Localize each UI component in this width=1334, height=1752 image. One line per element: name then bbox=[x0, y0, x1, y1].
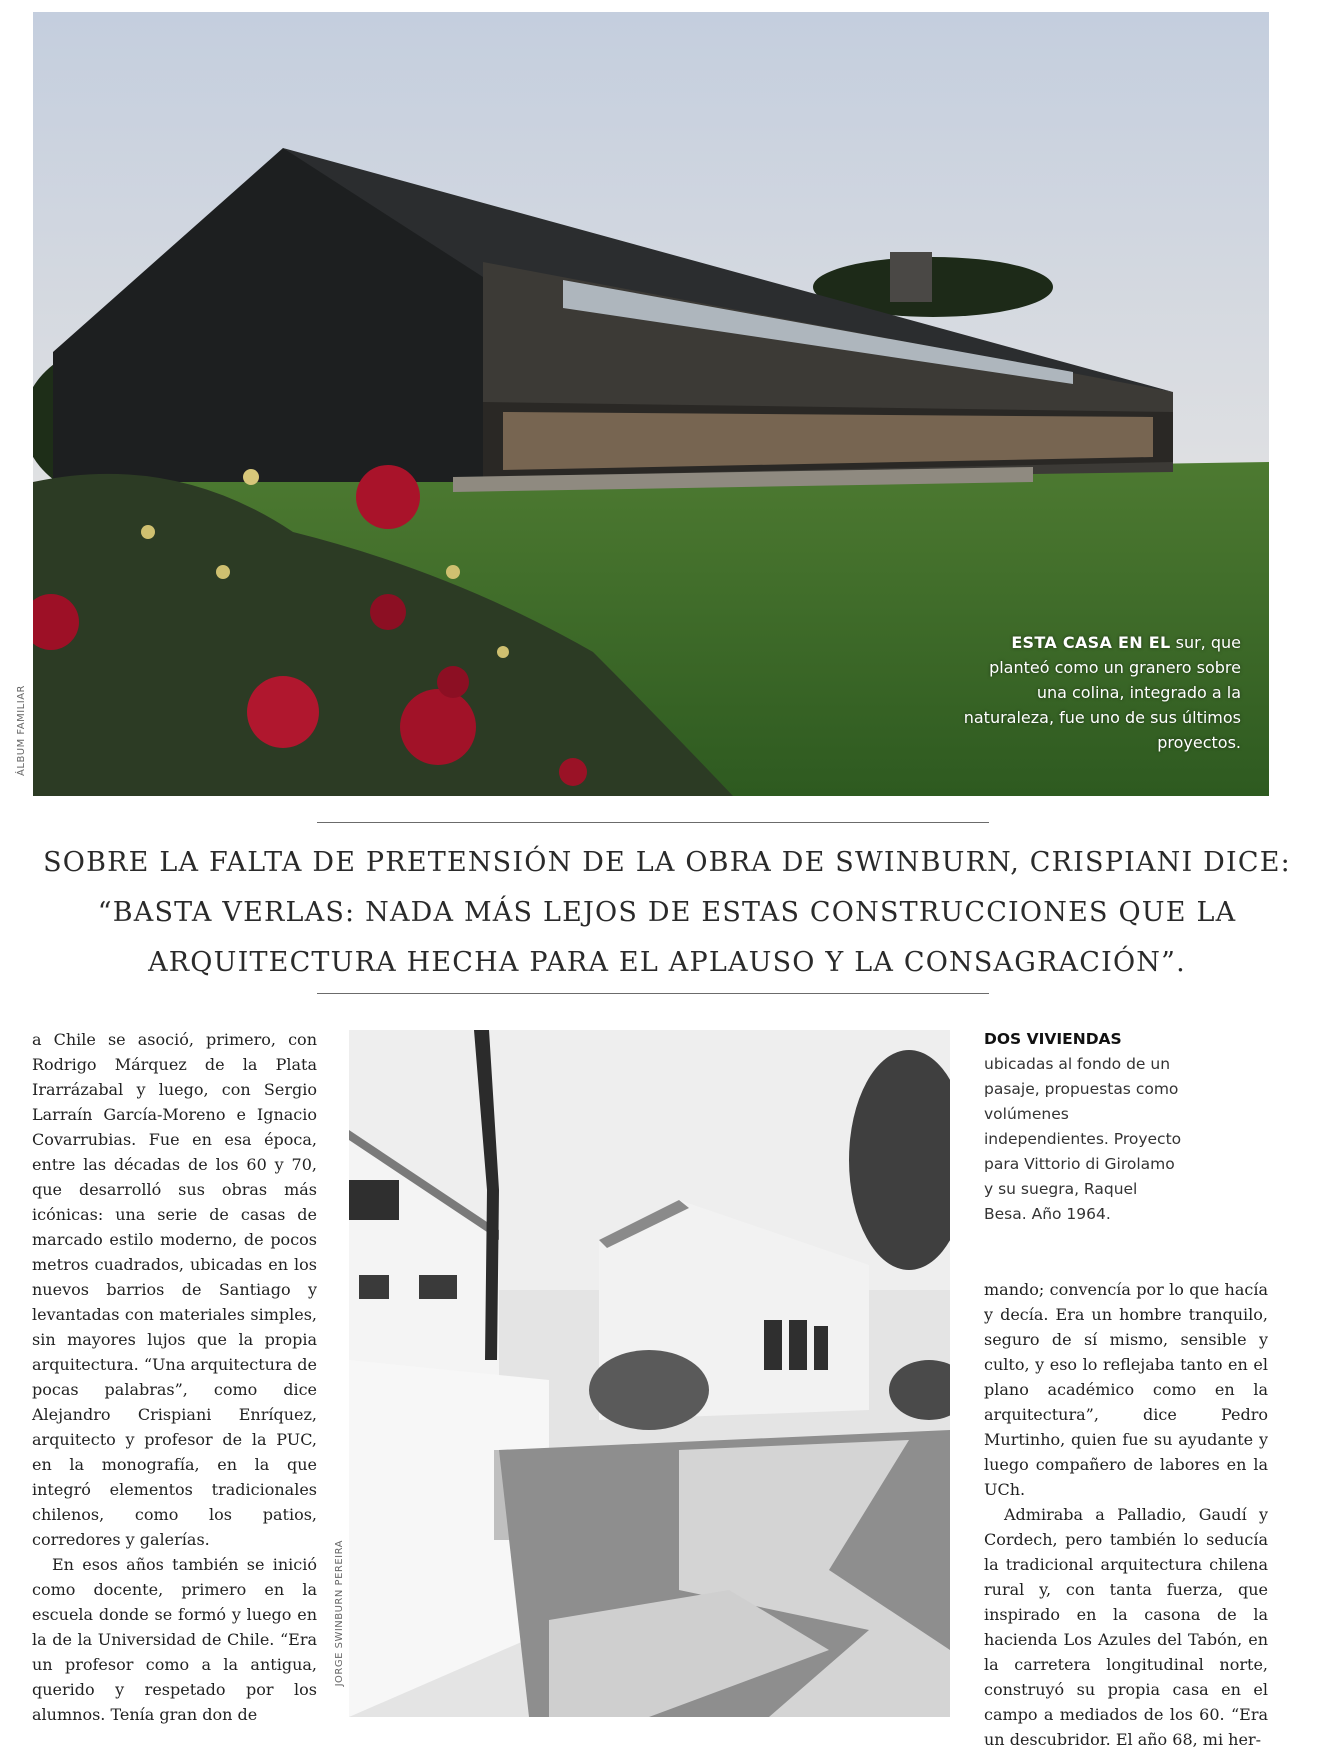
houses-caption-lead: DOS VIVIENDAS bbox=[984, 1030, 1122, 1048]
quote-rule-top bbox=[317, 822, 989, 823]
body-paragraph: En esos años también se inició como docente, primero en la escuela donde se formó y luego en la de la Universidad de Chile. “Era un profesor como a la antigua, querido y respetado por los alumnos. Tenía gran don de bbox=[32, 1555, 317, 1724]
houses-caption bbox=[984, 1027, 1184, 1227]
body-column-right bbox=[984, 1277, 1268, 1752]
houses-photo bbox=[349, 1030, 950, 1717]
body-paragraph: Admiraba a Palladio, Gaudí y Cordech, pero también lo seducía la tradicional arquitectura chilena rural y, con tanta fuerza, que inspirado en la casona de la hacienda Los Azules del Tabón, en la carretera longitudinal norte, construyó su propia casa en el campo a mediados de los 60. “Era un descubridor. El año 68, mi her- bbox=[984, 1505, 1268, 1749]
hero-photo-credit: ÁLBUM FAMILIAR bbox=[16, 685, 27, 776]
quote-rule-bottom bbox=[317, 993, 989, 994]
houses-photo-credit: JORGE SWINBURN PEREIRA bbox=[334, 1540, 345, 1687]
hero-caption-lead: ESTA CASA EN EL bbox=[1011, 633, 1171, 652]
body-paragraph: mando; convencía por lo que hacía y decía. Era un hombre tranquilo, seguro de sí mismo, sensible y culto, y eso lo reflejaba tanto en el plano académico como en la arquitectura”, dice Pedro Murtinho, quien fue su ayudante y luego compañero de labores en la UCh. bbox=[984, 1280, 1268, 1499]
houses-photo-illustration bbox=[349, 1030, 950, 1717]
houses-caption-text: ubicadas al fondo de un pasaje, propuestas como volúmenes independientes. Proyecto para Vittorio di Girolamo y su suegra, Raquel Besa. Año 1964. bbox=[984, 1055, 1182, 1223]
pull-quote: SOBRE LA FALTA DE PRETENSIÓN DE LA OBRA DE SWINBURN, CRISPIANI DICE: “BASTA VERLAS: NADA MÁS LEJOS DE ESTAS CONSTRUCCIONES QUE LA ARQUITECTURA HECHA PARA EL APLAUSO Y LA CONSAGRACIÓN”. bbox=[43, 847, 1291, 978]
hero-caption bbox=[961, 630, 1241, 755]
hero-caption-text: sur, que planteó como un granero sobre una colina, integrado a la naturaleza, fue uno de sus últimos proyectos. bbox=[963, 633, 1241, 752]
body-column-left bbox=[32, 1027, 317, 1727]
body-paragraph: a Chile se asoció, primero, con Rodrigo Márquez de la Plata Irarrázabal y luego, con Sergio Larraín García-Moreno e Ignacio Covarrubias. Fue en esa época, entre las décadas de los 60 y 70, que desarrolló sus obras más icónicas: una serie de casas de marcado estilo moderno, de pocos metros cuadrados, ubicadas en los nuevos barrios de Santiago y levantadas con materiales simples, sin mayores lujos que la propia arquitectura. “Una arquitectura de pocas palabras”, como dice Alejandro Crispiani Enríquez, arquitecto y profesor de la PUC, en la monografía, en la que integró elementos tradicionales chilenos, como los patios, corredores y galerías. bbox=[32, 1030, 317, 1549]
hero-photo bbox=[33, 12, 1269, 796]
